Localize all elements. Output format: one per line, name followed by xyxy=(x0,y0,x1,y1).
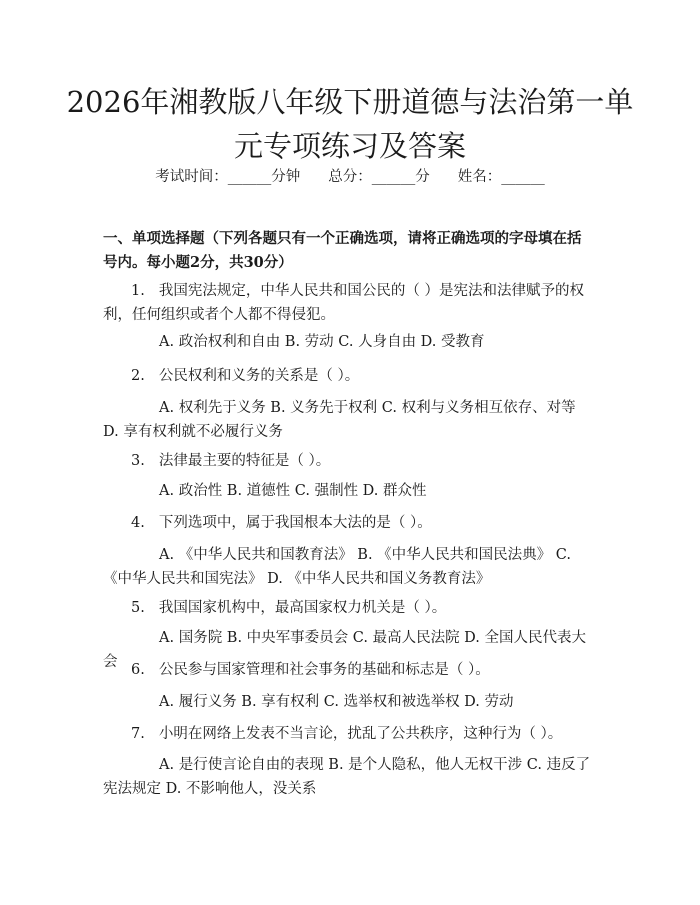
exam-name-field: 姓名：______ xyxy=(457,169,545,185)
options-text: A. 权利先于义务 B. 义务先于权利 C. 权利与义务相互依存、对等 D. 享有权利就不必履行义务 xyxy=(103,400,576,440)
question-stem: 我国国家机构中，最高国家权力机关是（ ）。 xyxy=(158,600,447,616)
question-number: 2. xyxy=(131,368,145,384)
options-text: A. 政治权利和自由 B. 劳动 C. 人身自由 D. 受教育 xyxy=(159,334,485,350)
section-title: 一、单项选择题（下列各题只有一个正确选项，请将正确选项的字母填在括号内。每小题2分，共30分） xyxy=(103,230,582,271)
document-title: 2026年湘教版八年级下册道德与法治第一单元专项练习及答案 xyxy=(66,85,634,163)
question-stem: 公民权利和义务的关系是（ ）。 xyxy=(158,368,360,384)
question-2 xyxy=(103,364,595,388)
question-stem: 小明在网络上发表不当言论，扰乱了公共秩序，这种行为（ ）。 xyxy=(158,726,563,742)
options-text: A. 履行义务 B. 享有权利 C. 选举权和被选举权 D. 劳动 xyxy=(159,694,514,710)
question-3-options xyxy=(103,479,595,503)
question-stem: 我国宪法规定，中华人民共和国公民的（ ）是宪法和法律赋予的权利，任何组织或者个人都不得侵犯。 xyxy=(103,283,584,323)
question-number: 3. xyxy=(131,453,145,469)
options-text: A. 国务院 B. 中央军事委员会 C. 最高人民法院 D. 全国人民代表大会 xyxy=(103,630,587,670)
question-1 xyxy=(103,279,595,327)
question-number: 6. xyxy=(131,662,145,678)
question-4 xyxy=(103,511,595,535)
options-text: A. 是行使言论自由的表现 B. 是个人隐私，他人无权干涉 C. 违反了宪法规定 D. 不影响他人，没关系 xyxy=(103,757,591,797)
question-stem: 公民参与国家管理和社会事务的基础和标志是（ ）。 xyxy=(158,662,490,678)
options-text: A. 《中华人民共和国教育法》 B. 《中华人民共和国民法典》 C. 《中华人民共和国宪法》 D. 《中华人民共和国义务教育法》 xyxy=(103,547,571,587)
question-number: 1. xyxy=(131,283,145,299)
question-stem: 下列选项中，属于我国根本大法的是（ ）。 xyxy=(158,515,432,531)
question-6-options xyxy=(103,690,595,714)
question-number: 4. xyxy=(131,515,145,531)
question-number: 7. xyxy=(131,726,145,742)
question-6 xyxy=(103,658,595,682)
exam-time-field: 考试时间：______分钟 xyxy=(155,169,301,185)
question-7 xyxy=(103,722,595,746)
question-number: 5. xyxy=(131,600,145,616)
question-1-options xyxy=(103,330,595,354)
options-text: A. 政治性 B. 道德性 C. 强制性 D. 群众性 xyxy=(159,483,427,499)
question-stem: 法律最主要的特征是（ ）。 xyxy=(158,453,331,469)
exam-info xyxy=(0,166,700,188)
question-5 xyxy=(103,596,595,620)
question-2-options xyxy=(103,396,595,444)
exam-score-field: 总分：______分 xyxy=(328,169,430,185)
question-4-options xyxy=(103,543,595,591)
question-3 xyxy=(103,449,595,473)
question-7-options xyxy=(103,753,595,801)
